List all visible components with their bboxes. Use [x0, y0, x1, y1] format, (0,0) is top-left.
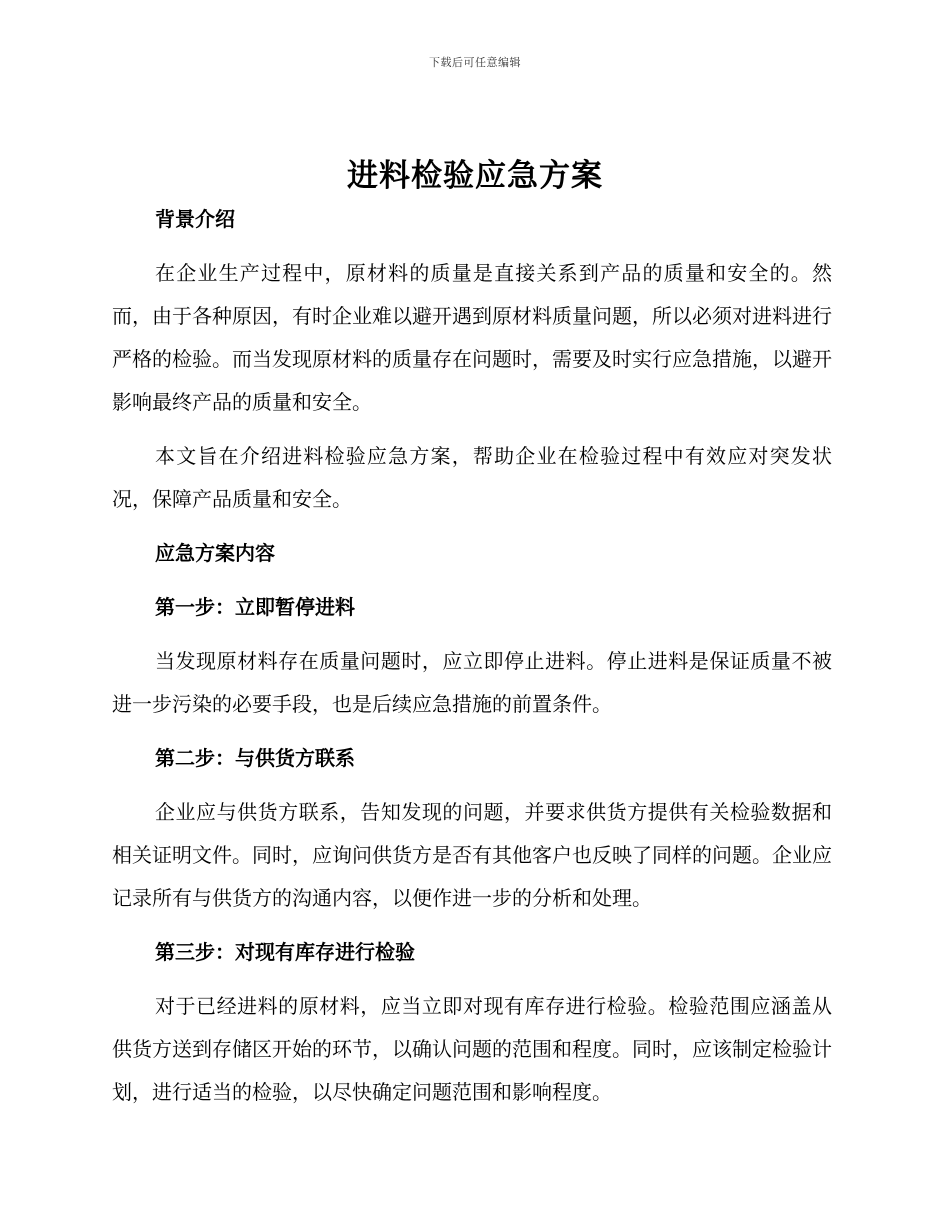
document-body: [112, 198, 832, 1114]
paragraph-background-1: 在企业生产过程中，原材料的质量是直接关系到产品的质量和安全的。然而，由于各种原因，有时企业难以避开遇到原材料质量问题，所以必须对进料进行严格的检验。而当发现原材料的质量存在问题时，需要及时实行应急措施，以避开影响最终产品的质量和安全。: [112, 261, 832, 414]
document-title: 进料检验应急方案: [347, 158, 603, 194]
step3-paragraph: 对于已经进料的原材料，应当立即对现有库存进行检验。检验范围应涵盖从供货方送到存储区开始的环节，以确认问题的范围和程度。同时，应该制定检验计划，进行适当的检验，以尽快确定问题范围和影响程度。: [112, 994, 832, 1104]
section-heading-background: 背景介绍: [155, 207, 235, 231]
page-header: 下载后可任意编辑: [429, 56, 521, 69]
step1-paragraph: 当发现原材料存在质量问题时，应立即停止进料。停止进料是保证质量不被进一步污染的必要手段，也是后续应急措施的前置条件。: [112, 649, 832, 716]
step1-heading: 第一步：立即暂停进料: [155, 595, 355, 619]
paragraph-background-2: 本文旨在介绍进料检验应急方案，帮助企业在检验过程中有效应对突发状况，保障产品质量和安全。: [112, 444, 832, 511]
section-heading-plan: 应急方案内容: [155, 541, 275, 565]
step2-paragraph: 企业应与供货方联系，告知发现的问题，并要求供货方提供有关检验数据和相关证明文件。同时，应询问供货方是否有其他客户也反映了同样的问题。企业应记录所有与供货方的沟通内容，以便作进一步的分析和处理。: [112, 800, 832, 910]
step3-heading: 第三步：对现有库存进行检验: [155, 940, 415, 964]
step2-heading: 第二步：与供货方联系: [155, 746, 355, 770]
